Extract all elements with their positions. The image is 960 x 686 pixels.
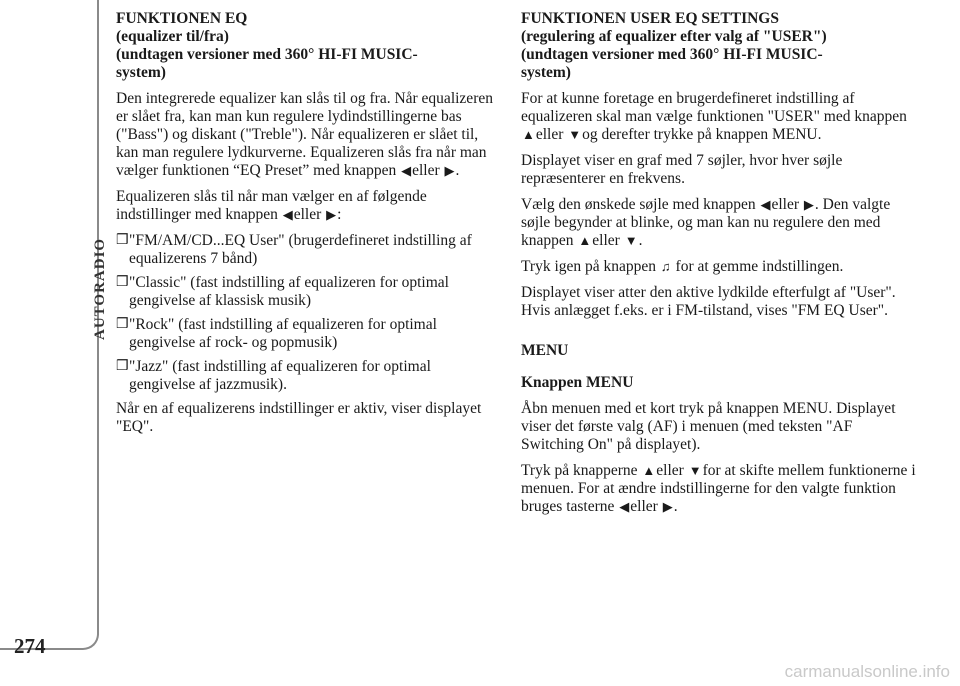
user-eq-paragraph-1: For at kunne foretage en brugerdefineret indstilling af equalizeren skal man vælge funktionen "USER" med knappen ▲eller ▼og derefter trykke på knappen MENU. [521,90,907,143]
list-item: ❒ "Jazz" (fast indstilling af equalizeren for optimal gengivelse af jazzmusik). [116,358,431,393]
menu-heading: MENU [521,342,569,359]
eq-heading-line-4: system) [116,64,166,81]
user-eq-paragraph-2: Displayet viser en graf med 7 søjler, hvor hver søjle repræsenterer en frekvens. [521,152,843,187]
watermark: carmanualsonline.info [784,662,950,681]
user-eq-heading-line-2: (regulering af equalizer efter valg af "USER") [521,28,827,45]
right-arrow-icon: ▶ [326,207,337,222]
right-column [521,10,916,524]
left-arrow-icon: ◀ [760,197,771,212]
user-eq-paragraph-5: Displayet viser atter den aktive lydkilde efterfulgt af "User". Hvis anlægget f.eks. er i FM-tilstand, vises "FM EQ User". [521,284,896,319]
down-arrow-icon: ▼ [688,463,702,478]
left-column [116,10,496,444]
music-note-icon: ♫ [660,259,671,274]
user-eq-paragraph-4: Tryk igen på knappen ♫ for at gemme indstillingen. [521,258,844,275]
left-arrow-icon: ◀ [619,499,630,514]
checkbox-bullet-icon: ❒ [116,359,129,374]
user-eq-heading-line-3: (undtagen versioner med 360° HI-FI MUSIC- [521,46,823,63]
up-arrow-icon: ▲ [578,233,592,248]
checkbox-bullet-icon: ❒ [116,317,129,332]
eq-paragraph-1: Den integrerede equalizer kan slås til og fra. Når equalizeren er slået fra, kan man kun regulere lydindstillingerne bas ("Bass") og diskant ("Treble"). Når equalizeren er slået til, kan man regulere lydkurverne. Equalizeren slås fra når man vælger funktionen “EQ Preset” med knappen ◀eller ▶. [116,90,493,179]
user-eq-heading-line-4: system) [521,64,571,81]
right-arrow-icon: ▶ [662,499,673,514]
up-arrow-icon: ▲ [522,127,535,142]
list-item: ❒ "Rock" (fast indstilling af equalizeren for optimal gengivelse af rock- og popmusik) [116,316,437,351]
list-item: ❒ "FM/AM/CD...EQ User" (brugerdefineret indstilling af equalizerens 7 bånd) [116,232,472,267]
sidebar-tab [0,0,99,650]
user-eq-heading-line-1: FUNKTIONEN USER EQ SETTINGS [521,10,779,27]
down-arrow-icon: ▼ [568,127,582,142]
left-arrow-icon: ◀ [282,207,293,222]
page-number: 274 [14,634,46,658]
list-item: ❒ "Classic" (fast indstilling af equalizeren for optimal gengivelse af klassisk musik) [116,274,449,309]
checkbox-bullet-icon: ❒ [116,275,129,290]
eq-paragraph-3: Når en af equalizerens indstillinger er aktiv, viser displayet "EQ". [116,400,482,435]
eq-heading-line-1: FUNKTIONEN EQ [116,10,248,27]
eq-heading-line-2: (equalizer til/fra) [116,28,229,45]
up-arrow-icon: ▲ [642,463,656,478]
menu-paragraph-1: Åbn menuen med et kort tryk på knappen MENU. Displayet viser det første valg (AF) i menuen (med teksten "AF Switching On" på displayet). [521,400,896,453]
user-eq-paragraph-3: Vælg den ønskede søjle med knappen ◀eller ▶. Den valgte søjle begynder at blinke, og man kan nu regulere den med knappen ▲eller ▼. [521,196,891,249]
right-arrow-icon: ▶ [803,197,814,212]
menu-paragraph-2: Tryk på knapperne ▲eller ▼for at skifte mellem funktionerne i menuen. For at ændre indstillingerne for den valgte funktion bruges tasterne ◀eller ▶. [521,462,916,515]
down-arrow-icon: ▼ [624,233,638,248]
menu-subheading: Knappen MENU [521,374,634,391]
left-arrow-icon: ◀ [401,163,412,178]
checkbox-bullet-icon: ❒ [116,233,129,248]
section-label: AUTORADIO [92,237,108,340]
eq-heading-line-3: (undtagen versioner med 360° HI-FI MUSIC- [116,46,418,63]
eq-paragraph-2: Equalizeren slås til når man vælger en af følgende indstillinger med knappen ◀eller ▶: [116,188,427,223]
right-arrow-icon: ▶ [444,163,455,178]
